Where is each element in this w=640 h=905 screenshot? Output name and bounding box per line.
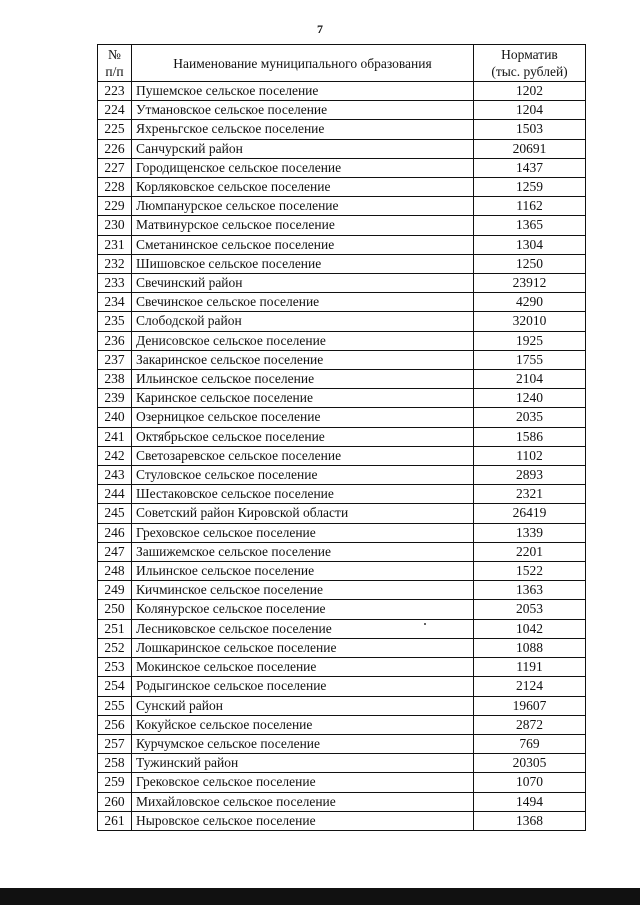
table-row (98, 504, 586, 523)
row-name: Корляковское сельское поселение (132, 178, 474, 197)
row-name: Шишовское сельское поселение (132, 254, 474, 273)
row-name: Грековское сельское поселение (132, 773, 474, 792)
table-row (98, 312, 586, 331)
row-normative: 1365 (474, 216, 586, 235)
table-row (98, 523, 586, 542)
row-number: 238 (98, 370, 132, 389)
table-row (98, 101, 586, 120)
row-normative: 1240 (474, 389, 586, 408)
row-name: Колянурское сельское поселение (132, 600, 474, 619)
row-normative: 1925 (474, 331, 586, 350)
row-normative: 1088 (474, 638, 586, 657)
table-row (98, 235, 586, 254)
table-row (98, 82, 586, 101)
header-number: № п/п (98, 45, 132, 82)
table-row (98, 715, 586, 734)
row-normative: 2124 (474, 677, 586, 696)
table-row (98, 139, 586, 158)
header-name: Наименование муниципального образования (132, 45, 474, 82)
row-normative: 1586 (474, 427, 586, 446)
row-number: 256 (98, 715, 132, 734)
row-number: 235 (98, 312, 132, 331)
row-normative: 2321 (474, 485, 586, 504)
table-row (98, 696, 586, 715)
row-number: 223 (98, 82, 132, 101)
row-normative: 1437 (474, 158, 586, 177)
table-row (98, 293, 586, 312)
row-number: 247 (98, 542, 132, 561)
row-number: 240 (98, 408, 132, 427)
row-name: Ныровское сельское поселение (132, 811, 474, 830)
row-name: Лошкаринское сельское поселение (132, 638, 474, 657)
row-number: 245 (98, 504, 132, 523)
row-number: 229 (98, 197, 132, 216)
table-row (98, 408, 586, 427)
row-name: Мокинское сельское поселение (132, 658, 474, 677)
table-body (98, 82, 586, 831)
table-row (98, 562, 586, 581)
table-row (98, 754, 586, 773)
row-normative: 1755 (474, 350, 586, 369)
row-number: 239 (98, 389, 132, 408)
row-normative: 1162 (474, 197, 586, 216)
row-normative: 1503 (474, 120, 586, 139)
row-normative: 769 (474, 734, 586, 753)
row-number: 249 (98, 581, 132, 600)
row-name: Греховское сельское поселение (132, 523, 474, 542)
table-row (98, 734, 586, 753)
table-row (98, 178, 586, 197)
table-row (98, 658, 586, 677)
table-header-row (98, 45, 586, 82)
scan-bottom-edge (0, 888, 640, 905)
row-normative: 1259 (474, 178, 586, 197)
row-number: 227 (98, 158, 132, 177)
row-number: 234 (98, 293, 132, 312)
row-normative: 1304 (474, 235, 586, 254)
row-number: 255 (98, 696, 132, 715)
row-name: Лесниковское сельское поселение (132, 619, 474, 638)
row-name: Курчумское сельское поселение (132, 734, 474, 753)
row-number: 230 (98, 216, 132, 235)
table-row (98, 811, 586, 830)
row-name: Михайловское сельское поселение (132, 792, 474, 811)
row-normative: 2872 (474, 715, 586, 734)
row-name: Слободской район (132, 312, 474, 331)
row-normative: 1042 (474, 619, 586, 638)
row-normative: 1191 (474, 658, 586, 677)
row-number: 260 (98, 792, 132, 811)
row-name: Сунский район (132, 696, 474, 715)
row-number: 259 (98, 773, 132, 792)
row-name: Тужинский район (132, 754, 474, 773)
row-name: Люмпанурское сельское поселение (132, 197, 474, 216)
table-row (98, 370, 586, 389)
row-name: Закаринское сельское поселение (132, 350, 474, 369)
row-normative: 23912 (474, 274, 586, 293)
table-row (98, 331, 586, 350)
row-name: Утмановское сельское поселение (132, 101, 474, 120)
row-normative: 4290 (474, 293, 586, 312)
row-normative: 26419 (474, 504, 586, 523)
page-number: 7 (317, 22, 323, 36)
table-row (98, 254, 586, 273)
row-normative: 20691 (474, 139, 586, 158)
table-row (98, 581, 586, 600)
row-normative: 2035 (474, 408, 586, 427)
row-number: 233 (98, 274, 132, 293)
table-row (98, 638, 586, 657)
row-name: Светозаревское сельское поселение (132, 446, 474, 465)
row-name: Родыгинское сельское поселение (132, 677, 474, 696)
row-number: 261 (98, 811, 132, 830)
scan-speck (424, 623, 426, 625)
row-number: 241 (98, 427, 132, 446)
row-name: Сметанинское сельское поселение (132, 235, 474, 254)
row-number: 251 (98, 619, 132, 638)
table-row (98, 158, 586, 177)
row-normative: 1102 (474, 446, 586, 465)
row-name: Шестаковское сельское поселение (132, 485, 474, 504)
row-normative: 2053 (474, 600, 586, 619)
row-normative: 1339 (474, 523, 586, 542)
table-row (98, 389, 586, 408)
row-name: Яхреньгское сельское поселение (132, 120, 474, 139)
row-name: Озерницкое сельское поселение (132, 408, 474, 427)
row-number: 226 (98, 139, 132, 158)
row-number: 244 (98, 485, 132, 504)
row-number: 253 (98, 658, 132, 677)
row-normative: 32010 (474, 312, 586, 331)
normative-table (97, 44, 586, 831)
table-row (98, 216, 586, 235)
row-name: Стуловское сельское поселение (132, 466, 474, 485)
row-normative: 1522 (474, 562, 586, 581)
row-number: 242 (98, 446, 132, 465)
row-normative: 1204 (474, 101, 586, 120)
row-name: Ильинское сельское поселение (132, 370, 474, 389)
row-name: Свечинское сельское поселение (132, 293, 474, 312)
header-normative: Норматив (тыс. рублей) (474, 45, 586, 82)
row-normative: 1202 (474, 82, 586, 101)
table-row (98, 120, 586, 139)
row-name: Зашижемское сельское поселение (132, 542, 474, 561)
row-number: 231 (98, 235, 132, 254)
row-name: Городищенское сельское поселение (132, 158, 474, 177)
table-row (98, 466, 586, 485)
row-normative: 1070 (474, 773, 586, 792)
row-number: 236 (98, 331, 132, 350)
row-normative: 20305 (474, 754, 586, 773)
row-name: Октябрьское сельское поселение (132, 427, 474, 446)
row-normative: 2893 (474, 466, 586, 485)
row-number: 250 (98, 600, 132, 619)
row-normative: 1250 (474, 254, 586, 273)
row-normative: 2104 (474, 370, 586, 389)
row-number: 246 (98, 523, 132, 542)
row-number: 248 (98, 562, 132, 581)
row-normative: 1494 (474, 792, 586, 811)
row-name: Пушемское сельское поселение (132, 82, 474, 101)
table-row (98, 485, 586, 504)
row-number: 243 (98, 466, 132, 485)
table-row (98, 350, 586, 369)
table-row (98, 600, 586, 619)
row-normative: 19607 (474, 696, 586, 715)
table-row (98, 274, 586, 293)
row-name: Советский район Кировской области (132, 504, 474, 523)
row-name: Ильинское сельское поселение (132, 562, 474, 581)
row-number: 252 (98, 638, 132, 657)
row-name: Матвинурское сельское поселение (132, 216, 474, 235)
row-number: 258 (98, 754, 132, 773)
row-number: 228 (98, 178, 132, 197)
row-name: Денисовское сельское поселение (132, 331, 474, 350)
row-number: 225 (98, 120, 132, 139)
row-name: Каринское сельское поселение (132, 389, 474, 408)
row-number: 237 (98, 350, 132, 369)
table-row (98, 792, 586, 811)
row-name: Кокуйское сельское поселение (132, 715, 474, 734)
table-row (98, 446, 586, 465)
row-normative: 2201 (474, 542, 586, 561)
table-row (98, 677, 586, 696)
row-number: 257 (98, 734, 132, 753)
row-name: Свечинский район (132, 274, 474, 293)
row-normative: 1368 (474, 811, 586, 830)
table-row (98, 619, 586, 638)
row-normative: 1363 (474, 581, 586, 600)
row-number: 224 (98, 101, 132, 120)
table-row (98, 773, 586, 792)
row-number: 232 (98, 254, 132, 273)
row-name: Кичминское сельское поселение (132, 581, 474, 600)
table-row (98, 542, 586, 561)
row-number: 254 (98, 677, 132, 696)
row-name: Санчурский район (132, 139, 474, 158)
table-row (98, 427, 586, 446)
table-row (98, 197, 586, 216)
